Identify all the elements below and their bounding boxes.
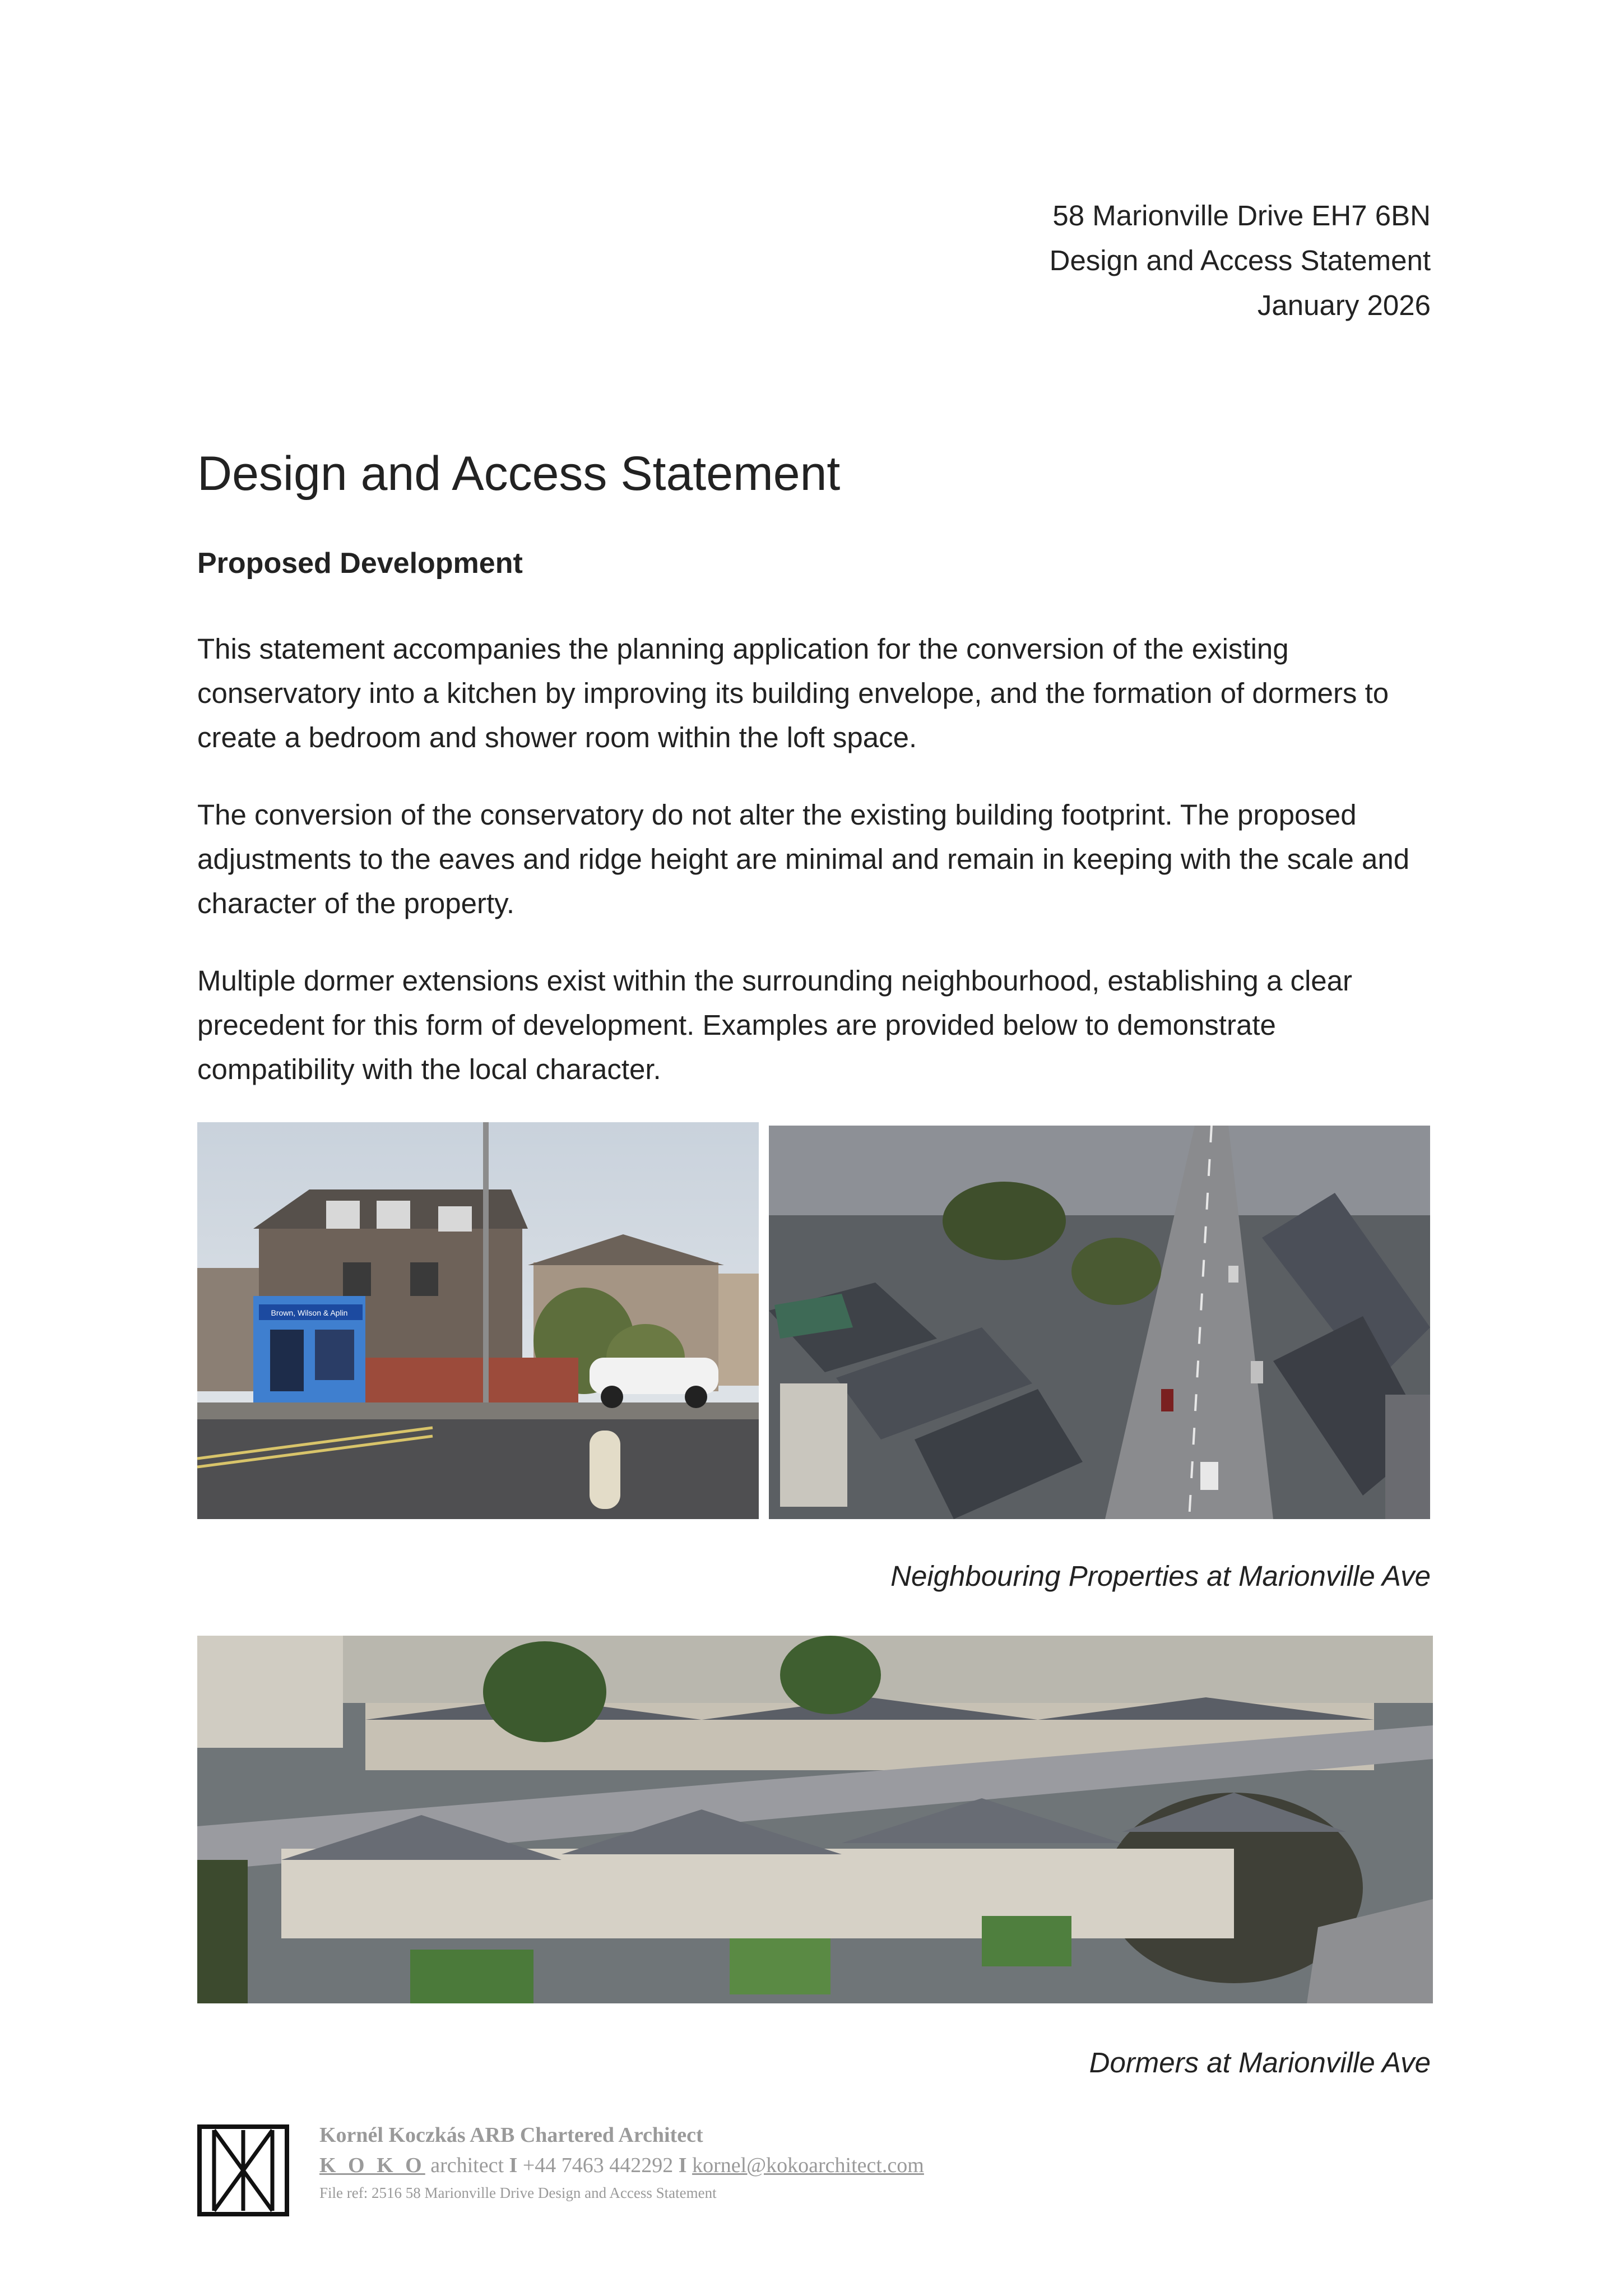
section-subheading: Proposed Development — [197, 547, 523, 580]
footer-phone: +44 7463 442292 — [517, 2154, 679, 2177]
footer-role: architect — [425, 2154, 509, 2177]
footer-file-ref: File ref: 2516 58 Marionville Drive Design and Access Statement — [319, 2184, 717, 2201]
document-header — [1050, 193, 1431, 328]
photo-street-corner — [197, 1122, 759, 1519]
caption-neighbouring: Neighbouring Properties at Marionville Ave — [890, 1560, 1431, 1592]
header-date: January 2026 — [1257, 289, 1431, 321]
caption-dormers: Dormers at Marionville Ave — [1089, 2047, 1431, 2079]
header-address: 58 Marionville Drive EH7 6BN — [1052, 200, 1431, 232]
paragraph-intro: This statement accompanies the planning application for the conversion of the existing conservatory into a kitchen by improving its building envelope, and the formation of dormers to create a bedroom and shower room within the loft space. — [197, 633, 1389, 753]
footer-separator: I — [509, 2154, 518, 2177]
footer-brand-link[interactable]: K O K O — [319, 2154, 425, 2177]
footer-separator: I — [678, 2154, 687, 2177]
page-title: Design and Access Statement — [197, 447, 841, 501]
photo-aerial-street — [769, 1126, 1430, 1519]
shop-sign-text: Brown, Wilson & Aplin — [271, 1308, 348, 1317]
footer-contact-line — [319, 2150, 924, 2181]
paragraph-precedent: Multiple dormer extensions exist within the surrounding neighbourhood, establishing a clear precedent for this form of development. Examples are provided below to demonstrate compatibility with the local character. — [197, 965, 1353, 1085]
footer-architect-name: Kornél Koczkás ARB Chartered Architect — [319, 2123, 703, 2147]
footer-contact-block — [319, 2120, 924, 2205]
koko-logo-icon — [197, 2124, 289, 2216]
header-doc-type: Design and Access Statement — [1049, 244, 1431, 276]
footer-email-link[interactable]: kornel@kokoarchitect.com — [692, 2154, 924, 2177]
paragraph-footprint: The conversion of the conservatory do not alter the existing building footprint. The proposed adjustments to the eaves and ridge height are minimal and remain in keeping with the scale and character of the property. — [197, 799, 1410, 919]
photo-aerial-dormers — [197, 1636, 1433, 2003]
